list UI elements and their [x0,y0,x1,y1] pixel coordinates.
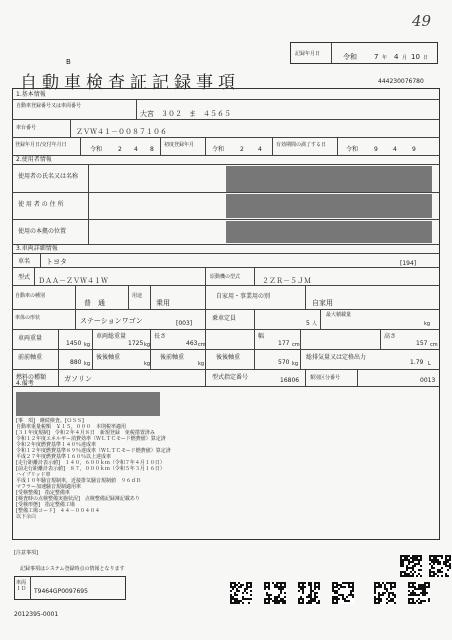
remarks-line: [走行距離計表示値] １４０，６００ｋｍ（令和７年４月１０日） [16,460,165,466]
qr-code [408,582,430,604]
reg-number-label: 自動車登録番号又は車両番号 [16,103,82,109]
first-year-era: 令和 [212,146,225,153]
section3-title: 3.車両詳細情報 [16,245,58,252]
ff-axle-value: 880 [70,359,82,366]
capacity-label: 乗車定員 [212,315,237,322]
first-reg-month: 4 [134,146,138,153]
max-load-unit: kg [424,321,431,327]
record-id-value: T9464GP0097695 [34,588,88,595]
notes-text: 記録事項はシステム登録時点の情報となります [20,566,125,572]
expiry-era: 令和 [346,146,359,153]
title-small-b: B [66,58,71,66]
section1-title: 1.基本情報 [16,91,46,98]
height-label: 高さ [384,333,397,340]
gross-label: 車両総重量 [96,333,127,340]
maker-code: [194] [400,260,417,267]
remarks-line: ハイブリッド車 [16,472,51,478]
rr-axle-value: 570 [278,359,290,366]
purpose-label: 自家用・事業用の別 [216,293,271,300]
qr-code [264,582,286,604]
first-reg-year: 2 [118,146,122,153]
chassis-label: 車台番号 [16,125,37,131]
record-date-label: 記録年月日 [295,51,321,57]
record-date-year-unit: 年 [382,55,388,61]
displacement-unit: L [428,361,431,367]
max-load-label: 最大積載量 [326,312,352,318]
fr-axle-unit: kg [198,361,205,367]
model-label: 型式 [18,274,31,281]
remarks-line: 令和１２年度エネルギー消費効率（ＷＬＴＣモード燃費値）算定済 [16,436,166,442]
engine-label: 原動機の型式 [210,274,241,280]
remarks-line: [前走行距離計表示値] ８７，０００ｋｍ（令和５年３月１６日） [16,466,165,472]
use-label: 用途 [132,293,143,299]
rr-axle-label: 後後軸重 [216,354,241,361]
record-date-month-unit: 月 [402,55,408,61]
record-date-year: 7 [374,53,379,61]
qr-code [230,582,252,604]
width-unit: cm [292,342,300,348]
remarks-line: 自動車重量税額 ￥１５，０００ 本則税率適用 [16,424,127,430]
kind-value: 普 通 [84,299,105,307]
qr-code [298,582,320,604]
remarks-line: [３１年度規制] 令和２年４月８日 新規登録 免税措置済み [16,430,155,436]
body-value: ステーションワゴン [80,317,143,325]
capacity-value: 5 [306,320,310,327]
user-address-label: 使 用 者 の 住 所 [18,201,64,208]
maker-label: 車名 [18,258,31,265]
ff-axle-unit: kg [84,361,91,367]
fr-axle-label: 後前軸重 [160,354,185,361]
gross-unit: kg [144,342,151,348]
first-year-label: 初度登録年月 [164,142,195,148]
body-label: 車体の形状 [15,315,41,321]
record-date-month: 4 [394,53,399,61]
remarks-line: 平成２７年度燃費基準１６０％以上達成車 [16,454,112,460]
first-reg-label: 登録年月日/交付年月日 [15,142,67,148]
remarks-line: 令和１２年度燃費基準８９％達成車（ＷＬＴＣモード燃費値）算定済 [16,448,171,454]
remarks-line: [検査時の点検整備実施状況] 点検整備記録簿記載あり [16,496,140,502]
displacement-value: 1.79 [410,359,424,366]
section2-title: 2.使用者情報 [16,156,52,163]
record-date-era: 令和 [343,53,357,61]
gross-value: 1725 [128,340,144,347]
first-reg-era: 令和 [90,146,103,153]
record-id-label: 車両ＩＤ [16,580,27,592]
remarks-line: [整備工場コード] ４４－００４０４ [16,508,100,514]
kind-label: 自動車の種別 [15,293,46,299]
record-date-box [290,42,438,64]
remarks-line: 平成１０年騒音規制車，近接排気騒音規制値 ９６ｄＢ [16,478,142,484]
use-value: 乗用 [156,299,170,307]
handwritten-page-number: 49 [412,12,432,30]
redacted-user-address [226,194,432,218]
remarks-line: [受検形態] 指定整備工場 [16,502,75,508]
height-value: 157 [416,340,428,347]
redacted-base-location [226,221,432,243]
height-unit: cm [430,342,438,348]
displacement-label: 総排気量又は定格出力 [306,354,367,361]
width-label: 幅 [258,333,265,340]
remarks-line: 令和２年度燃費基準１４０％達成車 [16,442,97,448]
engine-value: ２ＺＲ－５ＪＭ [262,277,311,285]
type-no-value: 16806 [280,377,300,384]
reg-number-value: 大宮 ３０２ ま ４５６５ [140,110,231,118]
document-number: 444230076780 [378,78,424,85]
model-value: ＤＡＡ－ＺＶＷ４１Ｗ [38,277,108,285]
qr-code [332,582,354,604]
remarks-list [16,418,171,520]
record-date-day: 10 [411,53,420,61]
footer-code: 2012395-0001 [14,611,59,618]
category-label: 類別区分番号 [310,375,341,381]
base-location-label: 使用の本拠の位置 [18,228,67,235]
body-code: [003] [176,320,193,327]
rf-axle-label: 後後軸重 [96,354,121,361]
remarks-line: マフラー加速騒音規制適用車 [16,484,82,490]
first-year-year: 2 [240,146,244,153]
record-date-day-unit: 日 [423,55,429,61]
category-value: 0013 [420,377,436,384]
capacity-unit: 人 [312,321,318,327]
width-value: 177 [278,340,290,347]
length-unit: cm [198,342,206,348]
length-value: 463 [186,340,198,347]
expiry-month: 4 [393,146,397,153]
remarks-line: [受検整備] 指定整備車 [16,490,70,496]
ff-axle-label: 前前軸重 [18,354,43,361]
rr-axle-unit: kg [292,361,299,367]
remarks-line: [事 項] 継続検査。[ＯＳＳ] [16,418,84,424]
fuel-label: 燃料の種類 [16,374,47,381]
qr-code [400,555,422,577]
weight-value: 1450 [66,340,82,347]
expiry-label: 有効期間の満了する日 [276,142,327,148]
qr-code [429,555,451,577]
maker-value: トヨタ [46,258,67,266]
chassis-value: ＺＶＷ４１－００８７１０６ [76,128,167,136]
notes-title: [注意事項] [14,550,38,556]
section4-title: 4.備考 [16,380,34,387]
rf-axle-unit: kg [144,361,151,367]
redacted-user-name [226,166,432,192]
length-label: 長さ [154,333,167,340]
remarks-line: 以下余白 [16,514,37,520]
expiry-year: 9 [374,146,378,153]
first-reg-day: 8 [150,146,154,153]
weight-unit: kg [84,342,91,348]
weight-label: 車両重量 [18,335,43,342]
qr-code [374,582,396,604]
redacted-remarks-top [16,392,160,416]
type-no-label: 型式指定番号 [212,374,249,381]
first-year-month: 4 [258,146,262,153]
expiry-day: 9 [412,146,416,153]
purpose-value: 自家用 [312,299,333,307]
document-title: 自動車検査証記録事項 [20,73,240,93]
user-name-label: 使用者の氏名又は名称 [18,173,79,180]
fuel-value: ガソリン [64,375,92,383]
